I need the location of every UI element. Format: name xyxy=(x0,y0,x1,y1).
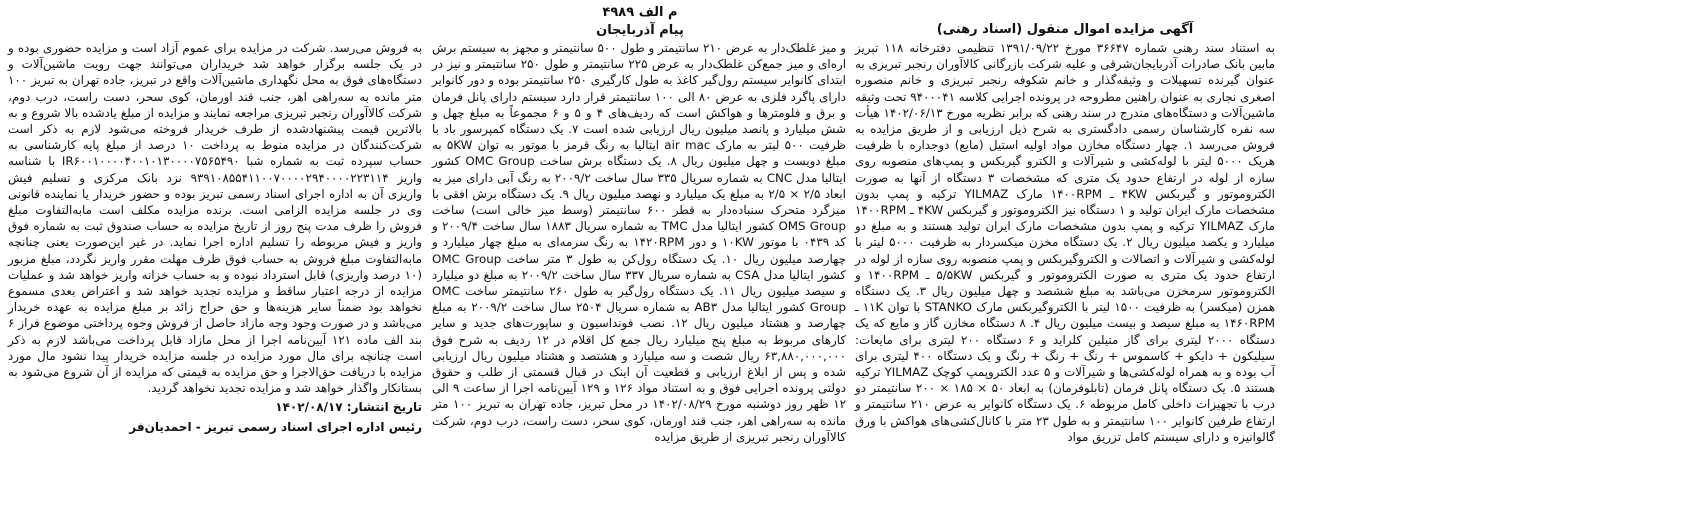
announcement-code: م الف ۴۹۸۹ xyxy=(602,5,678,20)
text-column-right xyxy=(855,22,1276,532)
publish-date: تاریخ انتشار: ۱۴۰۲/۰۸/۱۷ xyxy=(275,400,422,415)
signature-line: رئیس اداره اجرای اسناد رسمی تبریز - احمدیان‌فر xyxy=(129,420,422,435)
publication-name: پیام آذربایجان xyxy=(596,23,684,38)
announcement-title: آگهی مزایده اموال منقول (اسناد رهنی) xyxy=(936,22,1194,37)
text-column-left xyxy=(8,40,422,532)
column-left-text: به فروش می‌رسد. شرکت در مزایده برای عموم آزاد است و مزایده حضوری بوده و در یک جلسه برگزار خواهد شد خریداران می‌توانند جهت رویت ماشین‌آلات و دستگاه‌های فوق به محل نگهداری ماشین‌آلات واقع در تبریز، جاده تهران به تبریز ۱۰۰ متر مانده به سه‌راهی اهر، جنب قند اورمان، کوی سحر، دست راست، درب دوم، شرکت کالاآوران رنجبر تبریزی مراجعه نمایند و مزایده از مبلغ یادشده بالا شروع و به بالاترین قیمت پیشنهادشده از طرف خریدار فروخته می‌شود لازم به ذکر است شرکت‌کنندگان در مزایده منوط به پرداخت ۱۰ درصد از مبلغ پایه کارشناسی به حساب سپرده ثبت به شماره شبا IR۶۰۰۱۰۰۰۰۴۰۰۱۰۱۳۰۰۰۰۷۵۶۵۴۹۰ با شناسه واریز ۹۳۹۱۰۸۵۵۴۱۱۰۰۷۰۰۰۰۲۹۴۰۰۰۰۲۲۳۱۱۴ نزد بانک مرکزی و تسلیم فیش واریزی آن به اداره اجرای اسناد رسمی تبریز بوده و حضور خریدار یا نماینده قانونی وی در جلسه مزایده الزامی است. برنده مزایده مکلف است مابه‌التفاوت مبلغ فروش را ظرف مدت پنج روز از تاریخ مزایده به حساب صندوق ثبت به شماره فوق واریز و فیش مربوطه را تسلیم اداره اجرا نماید. در غیر این‌صورت یعنی چنانچه مابه‌التفاوت مبلغ فروش به حساب فوق ظرف مهلت مقرر واریز نگردد، مبلغ مزبور (۱۰ درصد واریزی) قابل استرداد نبوده و به حساب خزانه واریز خواهد شد و عملیات مزایده از درجه اعتبار ساقط و مزایده تجدید خواهد شد و اعتراض بعدی مسموع نخواهد بود ضمناً سایر هزینه‌ها و حق حراج زائد بر مبلغ مزایده به عهده خریدار می‌باشد و در صورت وجود وجه مازاد حاصل از فروش وجوه پرداختی موضوع فراز ۶ بند الف ماده ۱۲۱ آیین‌نامه اجرا از محل مازاد قابل پرداخت می‌باشد لازم به ذکر است چنانچه برای مال مورد مزایده در جلسه مزایده خریدار پیدا نشود مال مورد مزایده با دریافت حق‌الاجرا و حق مزایده به قیمتی که مزایده از آن شروع می‌شود به بستانکار واگذار خواهد شد و مزایده تجدید نخواهد گردید. xyxy=(8,41,422,396)
column-right-text: به استناد سند رهنی شماره ۳۶۶۴۷ مورخ ۱۳۹۱/۰۹/۲۲ تنظیمی دفترخانه ۱۱۸ تبریز مابین بانک صادرات آذربایجان‌شرقی و علیه شرکت بازرگانی کالاآوران رنجبر تبریزی به عنوان گیرنده تسهیلات و وثیقه‌گذار و خانم شکوفه رنجبر تبریزی و خانم منصوره اصغری نجاری به عنوان راهنین مطروحه در پرونده اجرایی کلاسه ۹۴۰۰۰۴۱ تحت وثیقه ماشین‌آلات و دستگاه‌های مندرج در سند رهنی که برابر نظریه مورخ ۱۴۰۲/۰۶/۱۳ هیأت سه نفره کارشناسان رسمی دادگستری به شرح ذیل ارزیابی و از طریق مزایده به فروش می‌رسد ۱. چهار دستگاه مخازن مواد اولیه استیل (مایع) دوجداره با ظرفیت هریک ۵۰۰۰ لیتر با لوله‌کشی و شیرآلات و الکترو گیربکس و پمپ‌های منصوبه روی سازه از لوله در ارتفاع حدود یک متری که مشخصات ۳ دستگاه از آنها به صورت الکتروموتور و گیربکس ۴KW ـ ۱۴۰۰RPM مارک YILMAZ ترکیه و پمپ بدون مشخصات مارک ایران تولید و ۱ دستگاه نیز الکتروموتور و گیربکس ۴KW ـ ۱۴۰۰RPM مارک YILMAZ ترکیه و پمپ بدون مشخصات مارک ایران تولید هستند و به مبلغ دو میلیارد و یکصد میلیون ریال ۲. یک دستگاه مخزن میکسردار به ظرفیت ۵۰۰۰ لیتر با لوله‌کشی و شیرآلات و اتصالات و الکتروگیربکس و پمپ منصوبه روی سازه از لوله در ارتفاع حدود یک متری به صورت الکتروموتور و گیربکس ۵/۵KW ـ ۱۴۰۰RPM و الکتروموتور سرمخزن می‌باشد به مبلغ ششصد و چهل میلیون ریال ۳. یک دستگاه همزن (میکسر) به ظرفیت ۱۵۰۰ لیتر با الکتروگیربکس مارک STANKO با توان ۱۱K ـ ۱۴۶۰RPM به مبلغ سیصد و بیست میلیون ریال ۴. ۸ دستگاه مخازن گاز و مایع که یک دستگاه ۲۰۰۰ لیتری برای گاز متیلین کلراید و ۶ دستگاه ۲۰۰ لیتری برای مایعات: سیلیکون + دایکو + کاسموس + رنگ + رنگ + رنگ و یک دستگاه ۴۰۰ لیتری برای آب بوده و به همراه لوله‌کشی‌ها و شیرآلات و ۵ عدد الکتروپمپ کوچک YILMAZ ترکیه هستند ۵. یک دستگاه پانل فرمان (تابلوفرمان) به ابعاد ۵۰ × ۱۸۵ × ۲۰۰ سانتیمتر دو درب با تجهیزات داخلی کامل مربوطه ۶. یک دستگاه کانوایر به عرض ۲۱۰ سانتیمتر و ارتفاع طرفین کانوایر ۱۰۰ سانتیمتر و به طول ۲۳ متر با کانال‌کشی‌های هواکش با ورق گالوانیزه و دارای سیستم کامل تزریق مواد xyxy=(855,41,1276,444)
column-middle-text: و میز غلطک‌دار به عرض ۲۱۰ سانتیمتر و طول ۵۰۰ سانتیمتر و مجهز به سیستم برش اره‌ای و میز جمع‌کن غلطک‌دار به عرض ۲۲۵ سانتیمتر و طول ۲۵۰ سانتیمتر و نیز در ابتدای کانوایر سیستم رول‌گیر کاغذ به طول کارگیری ۲۵۰ سانتیمتر بوده و دور کانوایر دارای پاگرد فلزی به عرض ۸۰ الی ۱۰۰ سانتیمتر قرار دارد سیستم دارای پانل فرمان و برق و فلومترها و هواکش است که ردیف‌های ۴ و ۵ و ۶ مجموعاً به مبلغ چهل و شش میلیارد و پانصد میلیون ریال ارزیابی شده است ۷. یک دستگاه کمپرسور باد با ظرفیت ۵۰۰ لیتر به مارک air mac ایتالیا به رنگ قرمز با موتور به توان ۵KW به مبلغ دویست و چهل میلیون ریال ۸. یک دستگاه برش ساخت OMC Group کشور ایتالیا مدل CNC به شماره سریال ۳۳۵ سال ساخت ۲۰۰۹/۲ به رنگ آبی دارای میز به ابعاد ۲/۵ × ۲/۵ به مبلغ یک میلیارد و نهصد میلیون ریال ۹. یک دستگاه برش افقی با میزگرد متحرک سنباده‌دار به قطر ۶۰۰ سانتیمتر (وسط میز خالی است) ساخت OMS Group کشور ایتالیا مدل TMC به شماره سریال ۱۸۸۳ سال ساخت ۲۰۰۹/۴ و کد ۰۴۳۹ با موتور ۱۰KW و دور ۱۴۲۰RPM به رنگ سرمه‌ای به مبلغ چهار میلیارد و چهارصد میلیون ریال ۱۰. یک دستگاه رول‌کن به طول ۳ متر ساخت OMC Group کشور ایتالیا مدل CSA به شماره سریال ۳۳۷ سال ساخت ۲۰۰۹/۲ به مبلغ دو میلیارد و سیصد میلیون ریال ۱۱. یک دستگاه رول‌گیر به طول ۲۶۰ سانتیمتر ساخت OMC Group کشور ایتالیا مدل AB۳ به شماره سریال ۲۵۰۴ سال ساخت ۲۰۰۹/۲ به مبلغ چهارصد و هشتاد میلیون ریال ۱۲. نصب فونداسیون و ساپورت‌های جدید و سایر کارهای مربوط به مبلغ پنج میلیارد ریال جمع کل اقلام در ۱۲ ردیف به شرح فوق ۶۳,۸۸۰,۰۰۰,۰۰۰ ریال شصت و سه میلیارد و هشتصد و هشتاد میلیون ریال ارزیابی شده و پس از ابلاغ ارزیابی و قطعیت آن اینک در قبال قسمتی از طلب و حقوق دولتی پرونده اجرایی فوق و به استناد مواد ۱۲۶ و ۱۲۹ آیین‌نامه اجرا از ساعت ۹ الی ۱۲ ظهر روز دوشنبه مورخ ۱۴۰۲/۰۸/۲۹ در محل تبریز، جاده تهران به تبریز ۱۰۰ متر مانده به سه‌راهی اهر، جنب قند اورمان، کوی سحر، دست راست، درب دوم، شرکت کالاآوران رنجبر تبریزی از طریق مزایده xyxy=(432,41,847,444)
text-column-middle xyxy=(432,40,846,532)
